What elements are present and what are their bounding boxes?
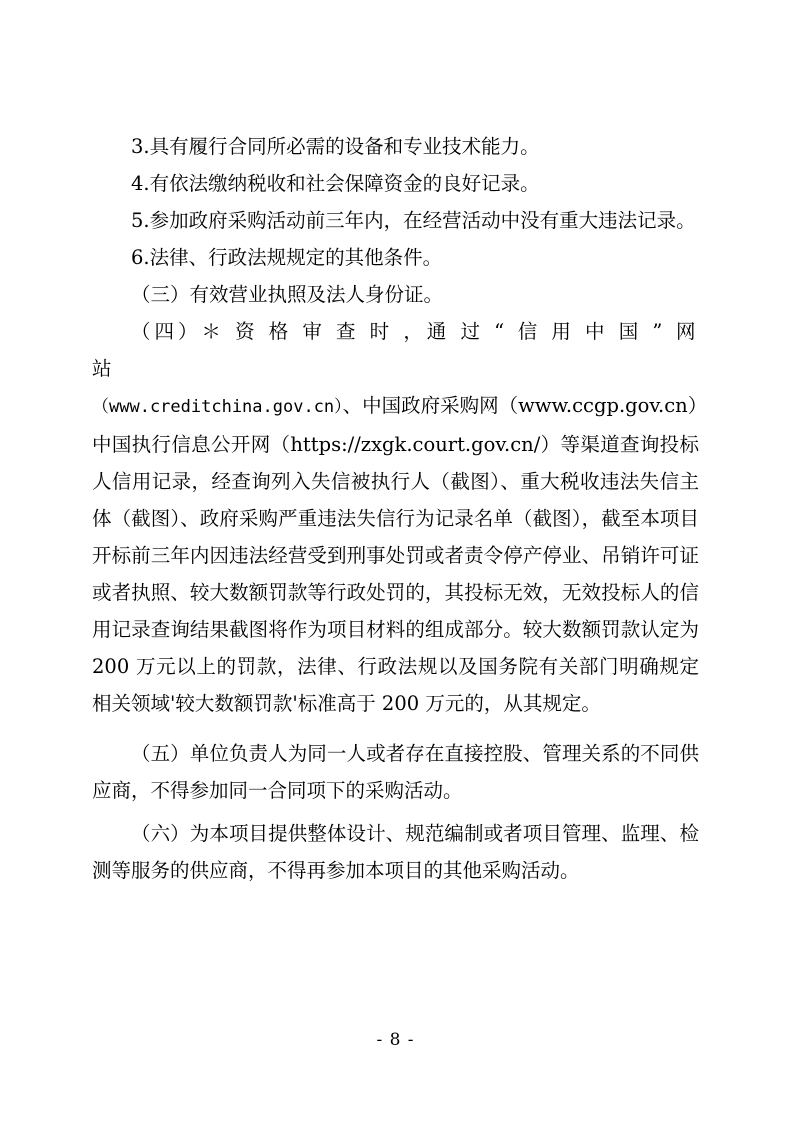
paragraph-item-3: 3.具有履行合同所必需的设备和专业技术能力。	[131, 135, 540, 158]
paragraph-item-4: 4.有依法缴纳税收和社会保障资金的良好记录。	[131, 172, 540, 195]
paragraph-item-three: （三）有效营业执照及法人身份证。	[131, 283, 444, 306]
paragraph-item-5: 5.参加政府采购活动前三年内，在经营活动中没有重大违法记录。	[131, 209, 696, 232]
paragraph-item-six: （六）为本项目提供整体设计、规范编制或者项目管理、监理、检测等服务的供应商，不得再参加本项目的其他采购活动。	[92, 822, 699, 882]
document-body	[92, 128, 708, 889]
paragraph-item-four-body: 中国执行信息公开网（https://zxgk.court.gov.cn/）等渠道查询投标人信用记录，经查询列入失信被执行人（截图）、重大税收违法失信主体（截图）、政府采购严重违法失信行为记录名单（截图），截至本项目开标前三年内因违法经营受到刑事处罚或者责令停产停业、吊销许可证或者执照、较大数额罚款等行政处罚的，其投标无效，无效投标人的信用记录查询结果截图将作为项目材料的组成部分。较大数额罚款认定为 200 万元以上的罚款，法律、行政法规以及国务院有关部门明确规定相关领域'较大数额罚款'标准高于 200 万元的，从其规定。	[92, 433, 699, 715]
paragraph-item-five: （五）单位负责人为同一人或者存在直接控股、管理关系的不同供应商，不得参加同一合同项下的采购活动。	[92, 742, 699, 802]
page-number: - 8 -	[376, 1030, 415, 1050]
ccgp-url-text: 、中国政府采购网（www.ccgp.gov.cn）	[342, 394, 708, 417]
credit-china-url: （www.creditchina.gov.cn）	[92, 397, 343, 417]
paragraph-item-6: 6.法律、行政法规规定的其他条件。	[131, 246, 443, 269]
paragraph-item-four-urls	[92, 387, 708, 426]
paragraph-item-four-heading: （四）＊ 资 格 审 查 时 ，通 过 “ 信 用 中 国 ” 网 站	[92, 320, 699, 380]
